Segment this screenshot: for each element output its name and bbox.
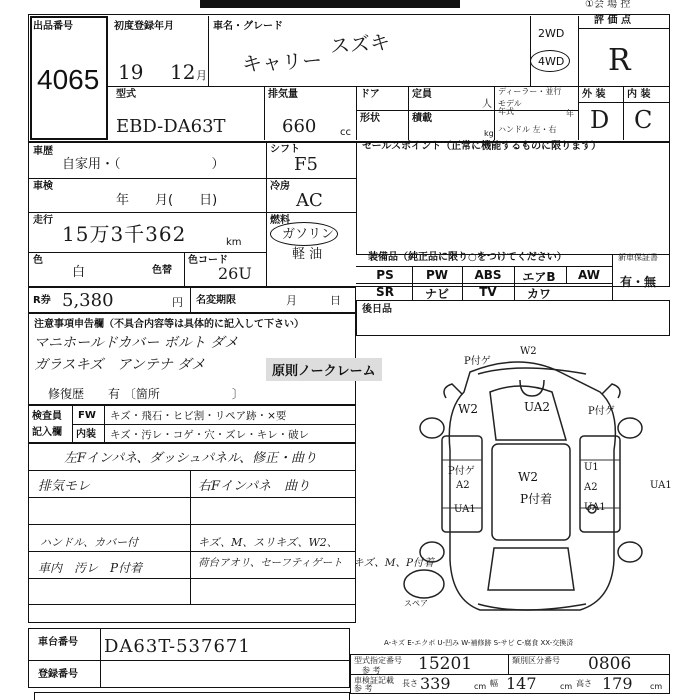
displacement-value: 660 (282, 116, 317, 137)
no-claim-stamp: 原則ノークレーム (266, 358, 382, 381)
divider (100, 628, 101, 688)
lot-number: 4065 (37, 64, 100, 95)
capacity-unit: 人 (482, 99, 492, 110)
fuel-gas: ガソリン (282, 227, 335, 242)
diagram-mark-center-w2: W2 (518, 470, 538, 484)
divider (28, 660, 350, 661)
first-reg-label: 初度登録年月 (114, 21, 174, 32)
diagram-mark-roof: UA2 (524, 400, 551, 414)
remark-4: ハンドル、カバー付 (40, 536, 139, 549)
grade-int-label: 内 装 (627, 89, 651, 100)
grade-int-value: C (634, 106, 653, 134)
height-unit: cm (650, 682, 663, 691)
car-name-label: 車名・グレード (213, 21, 283, 32)
mileage-label: 走行 (33, 215, 53, 226)
diagram-mark-center-p: P付着 (520, 492, 553, 506)
width-label: 幅 (490, 679, 498, 688)
lot-label: 出品番号 (33, 21, 73, 32)
first-reg-month-unit: 月 (196, 69, 207, 82)
inspector-fw: FW (78, 410, 96, 421)
diagram-legend: A-キズ E-エクボ U-凹み W-補修跡 S-サビ C-腐食 XX-交換済 (384, 639, 574, 647)
chassis-label: 車台番号 (38, 637, 78, 648)
usage-value: 自家用・（ ） (62, 157, 225, 172)
equip-ps: PS (376, 268, 394, 282)
notes-line-2: ガラスキズ アンテナ ダメ (34, 357, 206, 373)
fuel-diesel: 軽 油 (292, 247, 323, 262)
height-label: 高さ (576, 679, 592, 688)
registration-label: 登録番号 (38, 669, 78, 680)
shift-value: F5 (294, 154, 318, 175)
diagram-spare: スペア (404, 599, 428, 608)
diagram-mark-left-a2: A2 (456, 480, 470, 491)
mileage-value: 15万3千362 (62, 222, 187, 246)
capacity-label: 定員 (412, 89, 432, 100)
recycle-label: R券 (33, 295, 51, 306)
repair-history: 修復歴 有 〔箇所 〕 (48, 387, 244, 401)
diagram-mark-right-a2: A2 (584, 482, 598, 493)
length-label: 長さ (402, 679, 418, 688)
model-code-value: EBD-DA63T (116, 116, 226, 137)
model-year-unit: 年 (566, 109, 574, 118)
equip-airbag: エアB (522, 270, 556, 284)
notes-line-1: マニホールドカバー ボルト ダメ (34, 335, 239, 351)
color-change-label: 色替 (152, 265, 172, 276)
color-label: 色 (33, 255, 43, 266)
color-code-label: 色コード (188, 255, 228, 266)
divider (508, 654, 509, 674)
car-model-name: キャリー (241, 47, 323, 77)
grade-label: 評 価 点 (594, 15, 631, 26)
load-label: 積載 (412, 113, 432, 124)
car-maker-name: スズキ (329, 29, 391, 59)
diagram-mark-left-door: W2 (458, 402, 478, 416)
equip-sr: SR (376, 285, 394, 299)
name-change-value: 月 日 (286, 294, 341, 307)
grade-value: R (608, 43, 631, 78)
category-value: 0806 (588, 654, 632, 674)
first-reg-year: 19 (118, 60, 144, 84)
model-year-label: モデル 年式 (498, 99, 522, 116)
type-designation-value: 15201 (418, 654, 473, 674)
diagram-mark-front-left: P付ゲ (464, 356, 491, 367)
grade-ext-label: 外 装 (582, 89, 606, 100)
inspector-label-2: 記入欄 (32, 427, 62, 438)
venue-label: ①会 場 控 (585, 0, 631, 10)
fuel-label: 燃料 (270, 215, 290, 226)
length-value: 339 (420, 674, 451, 693)
inspection-value: 年 月( 日) (116, 193, 218, 208)
type-designation-sub: 参 考 (362, 666, 381, 675)
drive-4wd: 4WD (538, 55, 565, 68)
inspector-interior: 内装 (76, 429, 96, 440)
usage-label: 車歴 (33, 146, 53, 157)
color-value: 白 (72, 265, 86, 280)
equip-leather: カワ (526, 287, 551, 301)
width-value: 147 (506, 674, 537, 693)
kengai-box (34, 692, 350, 700)
load-unit: kg (484, 129, 494, 138)
equip-abs: ABS (474, 268, 502, 282)
warranty-label: 新車保証書 (618, 253, 658, 262)
remark-5: キズ、M、スリキズ、W2、 (198, 536, 338, 549)
door-label: ドア (360, 89, 380, 100)
warranty-value: 有・無 (620, 275, 657, 289)
diagram-mark-far-right-ua1: UA1 (650, 480, 672, 491)
recycle-value: 5,380 (62, 290, 114, 311)
handle-label: ハンドル 左・右 (498, 125, 557, 134)
aftermarket-label: 後日品 (362, 304, 392, 315)
dims-label: 車検証記載 参 考 (354, 676, 394, 693)
equip-pw: PW (425, 268, 449, 282)
shift-label: シフト (270, 144, 300, 155)
diagram-mark-left-ua1: UA1 (454, 504, 476, 515)
category-label: 類別区分番号 (512, 656, 560, 665)
displacement-unit: cc (340, 127, 351, 138)
shape-label: 形状 (360, 113, 380, 124)
notes-label: 注意事項申告欄（不具合内容等は具体的に記入して下さい） (34, 319, 304, 330)
height-value: 179 (602, 674, 633, 693)
mileage-unit: km (226, 237, 242, 248)
diagram-mark-right-u1: U1 (584, 462, 599, 473)
inspector-scale-1: キズ・飛石・ヒビ割・リペア跡・×要 (110, 410, 287, 422)
recycle-unit: 円 (172, 296, 183, 309)
remark-2: 排気モレ (38, 479, 91, 494)
type-designation-label: 型式指定番号 (354, 656, 402, 665)
model-code-label: 型式 (116, 89, 136, 100)
equipment-label: 装備品（純正品に限り○をつけてください） (368, 252, 567, 263)
remark-6: 車内 汚レ P付着 (38, 561, 143, 575)
grade-ext-value: D (590, 106, 610, 134)
name-change-label: 名変期限 (196, 295, 236, 306)
displacement-label: 排気量 (268, 89, 298, 100)
equip-aw: AW (578, 268, 600, 282)
remark-7: 荷台アオリ、セーフティゲート キズ、M、P付着 (198, 557, 435, 569)
dealer-label: ディーラー・並行 (498, 87, 562, 96)
chassis-value: DA63T-537671 (104, 636, 251, 657)
length-unit: cm (474, 682, 487, 691)
width-unit: cm (560, 682, 573, 691)
equip-navi: ナビ (424, 287, 449, 301)
remark-1: 左Fインパネ、ダッシュパネル、修正・曲り (64, 451, 318, 466)
equip-tv: TV (479, 285, 497, 299)
aircon-value: AC (296, 190, 323, 211)
inspector-scale-2: キズ・汚レ・コゲ・穴・ズレ・キレ・破レ (110, 429, 310, 441)
first-reg-month: 12 (170, 60, 196, 84)
inspection-label: 車検 (33, 181, 53, 192)
aircon-label: 冷房 (270, 181, 290, 192)
diagram-mark-right-front: P付ゲ (588, 406, 615, 417)
remark-3: 右Fインパネ 曲り (198, 479, 311, 494)
drive-2wd: 2WD (538, 27, 565, 40)
diagram-mark-left-panel: P付ゲ (448, 466, 475, 477)
diagram-mark-right-ua1: UA1 (584, 502, 606, 513)
color-code-value: 26U (218, 264, 252, 283)
sales-point-label: セールスポイント（正常に機能するものに限ります） (362, 141, 602, 152)
diagram-mark-front: W2 (520, 346, 537, 357)
inspector-label-1: 検査員 (32, 411, 62, 422)
